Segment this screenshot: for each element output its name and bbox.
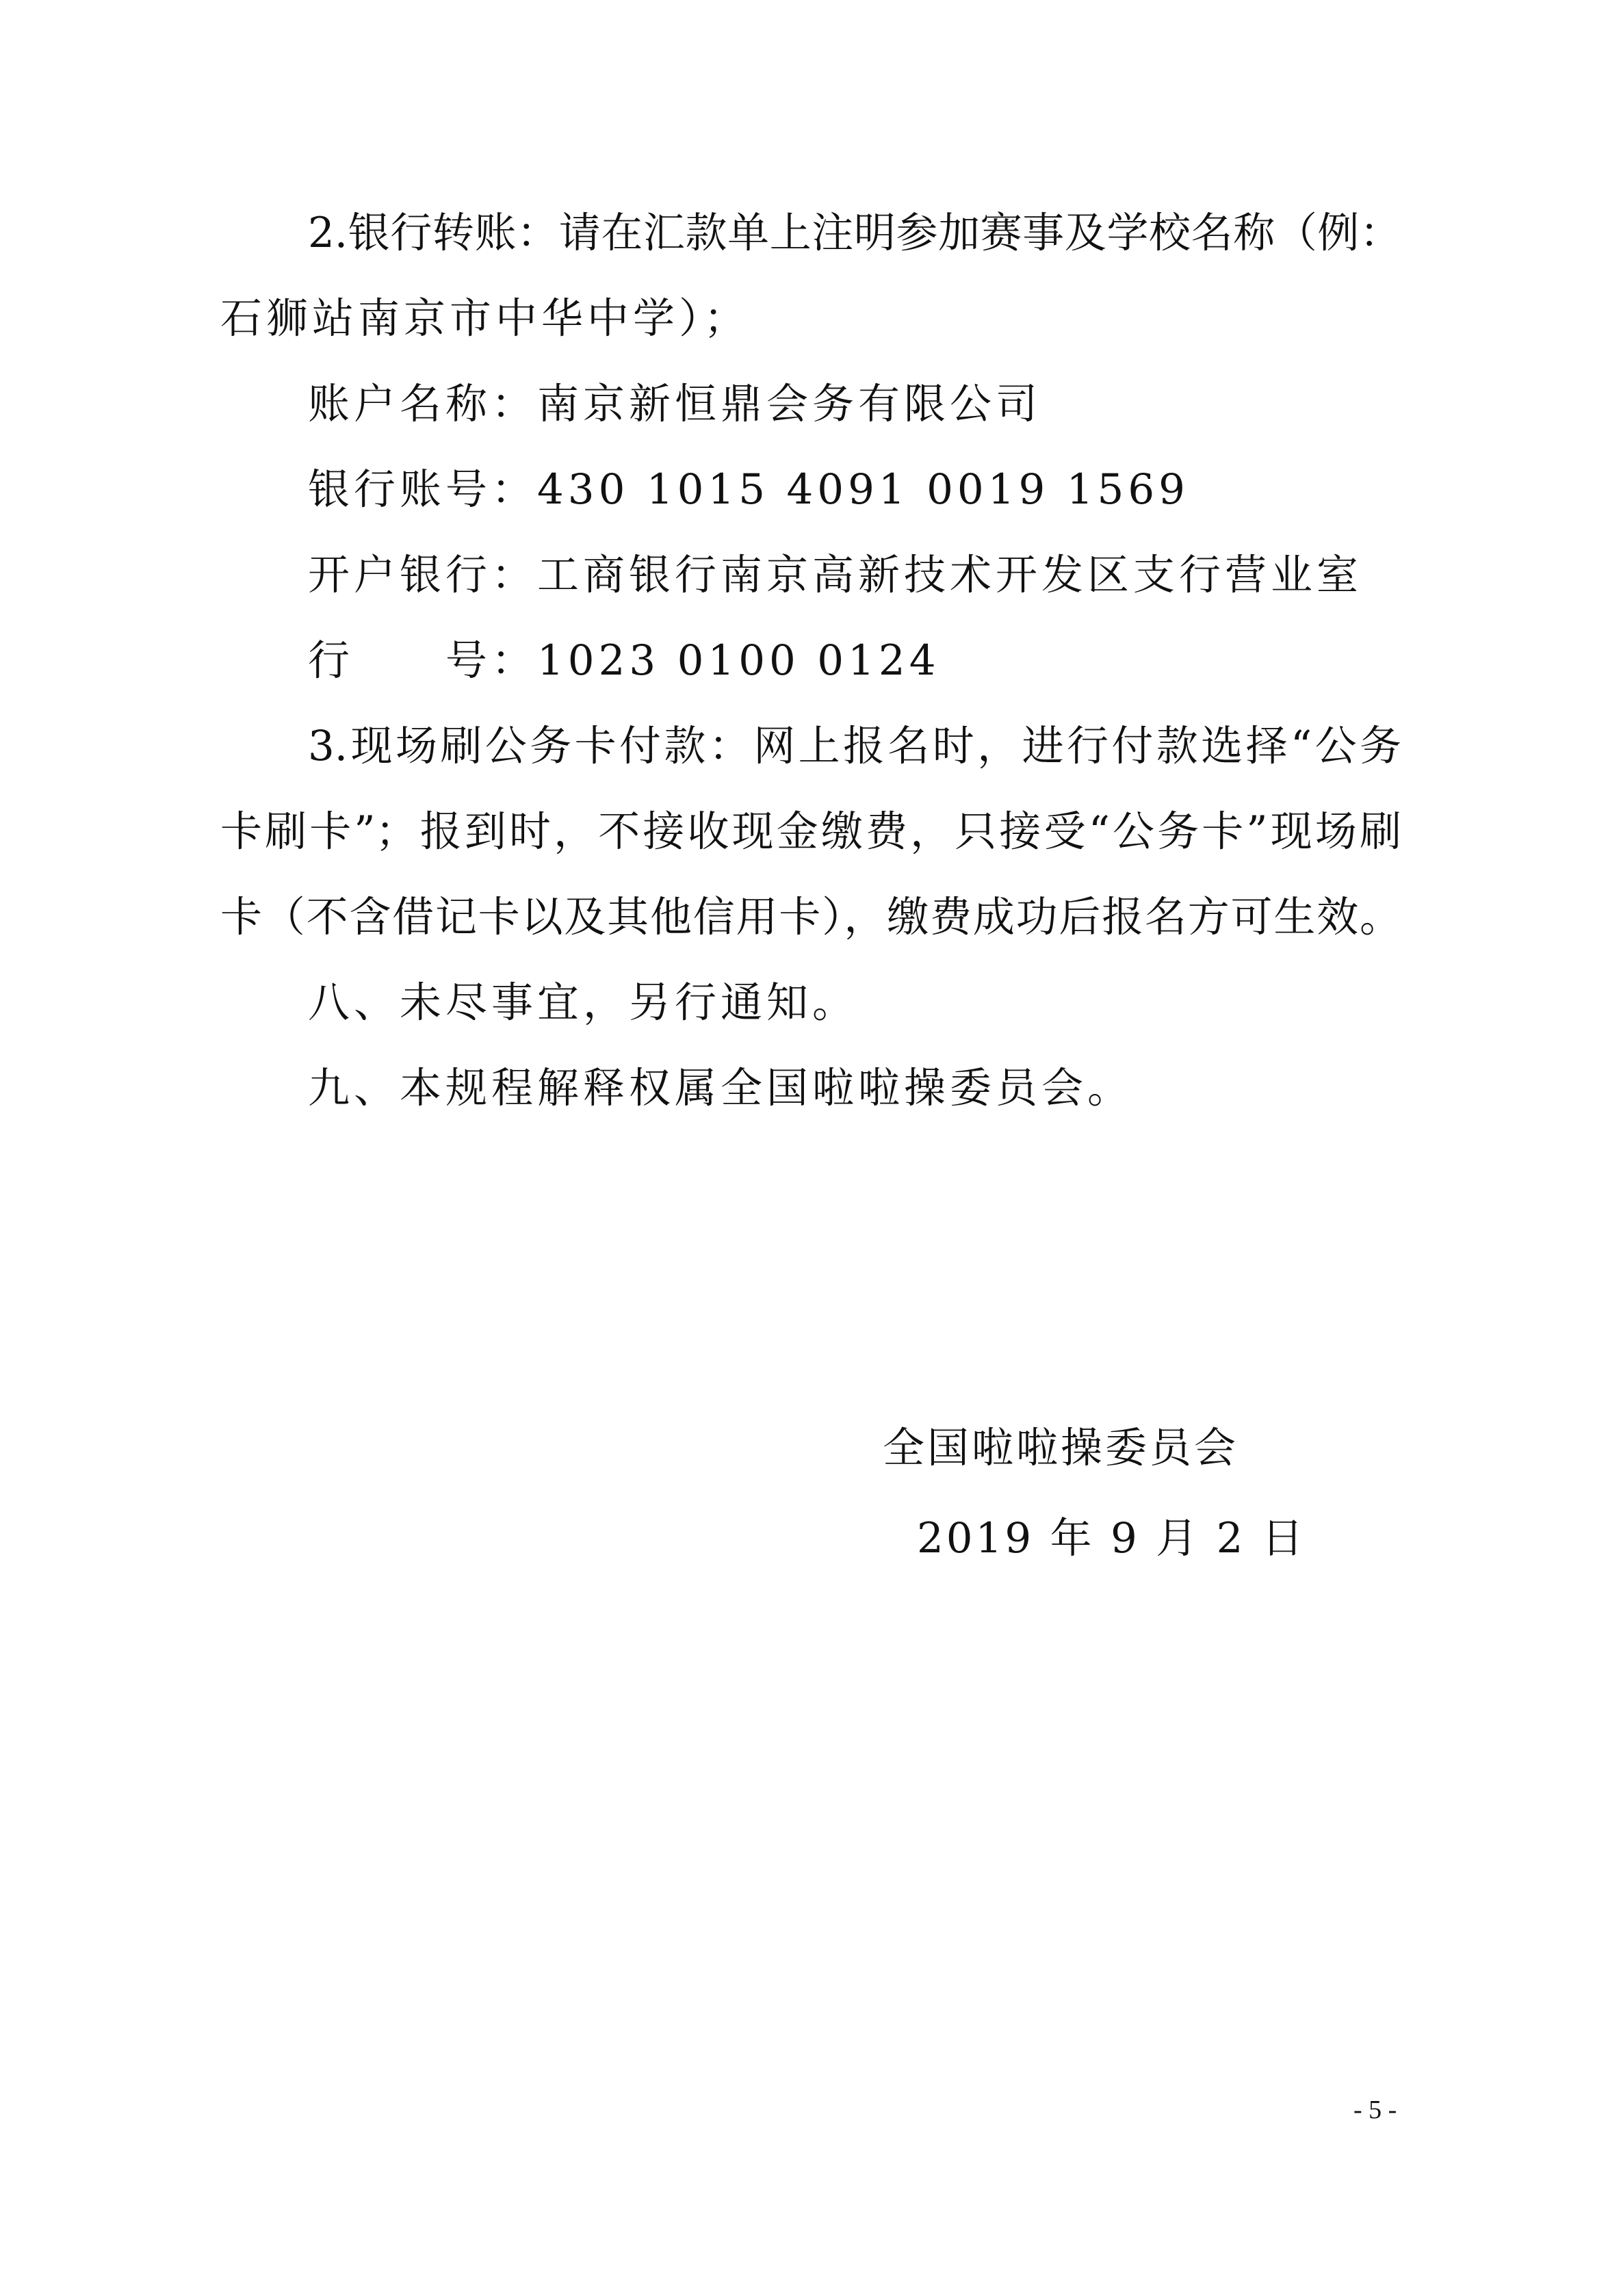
bank-code: 行 号：1023 0100 0124 [308,636,940,685]
paragraph-card-payment-line-3: 卡（不含借记卡以及其他信用卡），缴费成功后报名方可生效。 [220,893,1401,941]
paragraph-card-payment-line-2: 卡刷卡”；报到时，不接收现金缴费，只接受“公务卡”现场刷 [220,807,1401,856]
signature-date: 2019 年 9 月 2 日 [917,1514,1306,1563]
account-number: 银行账号：430 1015 4091 0019 1569 [308,465,1189,514]
page-number: - 5 - [1353,2096,1397,2124]
paragraph-bank-transfer-line-1: 2.银行转账：请在汇款单上注明参加赛事及学校名称（例： [308,209,1401,257]
bank-name: 开户银行：工商银行南京高新技术开发区支行营业室 [308,551,1363,599]
item-eight: 八、未尽事宜，另行通知。 [308,978,859,1027]
signature-organization: 全国啦啦操委员会 [883,1424,1239,1472]
item-nine: 九、本规程解释权属全国啦啦操委员会。 [308,1064,1134,1112]
paragraph-card-payment-line-1: 3.现场刷公务卡付款：网上报名时，进行付款选择“公务 [308,722,1401,770]
account-name: 账户名称：南京新恒鼎会务有限公司 [308,380,1042,428]
paragraph-bank-transfer-line-2: 石狮站南京市中华中学）； [220,294,750,343]
